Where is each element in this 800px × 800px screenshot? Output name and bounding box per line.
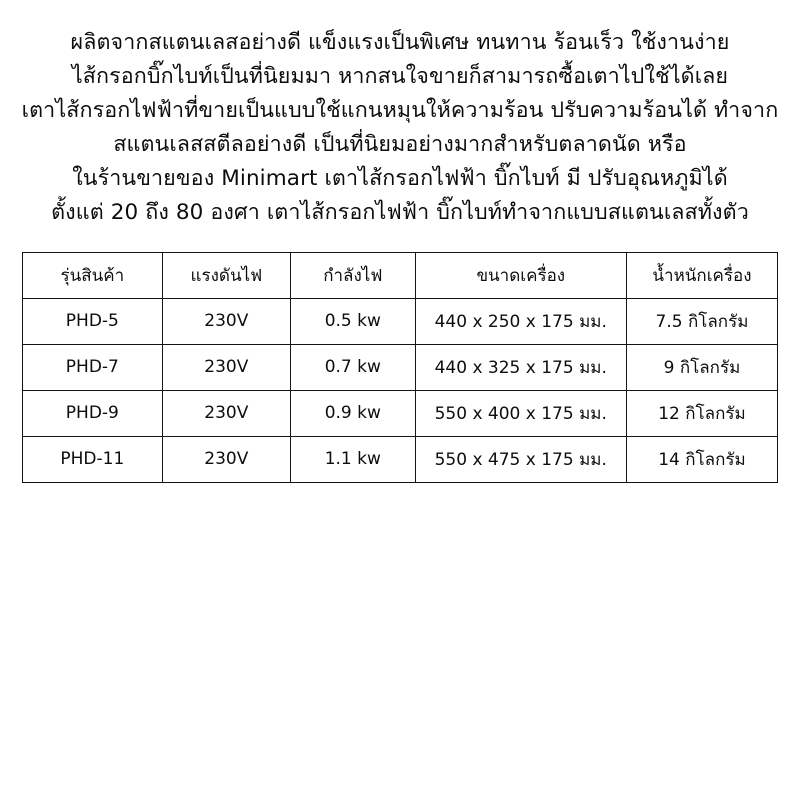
cell-model: PHD-9 xyxy=(23,390,163,436)
cell-size: 440 x 325 x 175 มม. xyxy=(415,344,626,390)
table-header xyxy=(23,252,778,298)
cell-model: PHD-7 xyxy=(23,344,163,390)
description-line: ในร้านขายของ Minimart เตาไส้กรอกไฟฟ้า บิ๊กไบท์ มี ปรับอุณหภูมิได้ xyxy=(72,165,728,191)
description-line: ผลิตจากสแตนเลสอย่างดี แข็งแรงเป็นพิเศษ ทนทาน ร้อนเร็ว ใช้งานง่าย xyxy=(70,30,730,55)
table-row xyxy=(23,344,778,390)
cell-size: 440 x 250 x 175 มม. xyxy=(415,298,626,344)
specification-table xyxy=(22,252,778,483)
table-header-row xyxy=(23,252,778,298)
cell-power: 0.9 kw xyxy=(291,390,416,436)
cell-weight: 7.5 กิโลกรัม xyxy=(626,298,777,344)
column-header-model: รุ่นสินค้า xyxy=(23,252,163,298)
description-line: ไส้กรอกบิ๊กไบท์เป็นที่นิยมมา หากสนใจขายก็สามารถซื้อเตาไปใช้ได้เลย xyxy=(71,63,729,89)
cell-power: 0.7 kw xyxy=(291,344,416,390)
table-row xyxy=(23,436,778,482)
table-row xyxy=(23,298,778,344)
cell-weight: 12 กิโลกรัม xyxy=(626,390,777,436)
cell-voltage: 230V xyxy=(162,344,290,390)
cell-size: 550 x 400 x 175 มม. xyxy=(415,390,626,436)
column-header-power: กำลังไฟ xyxy=(291,252,416,298)
cell-voltage: 230V xyxy=(162,298,290,344)
cell-power: 1.1 kw xyxy=(291,436,416,482)
cell-voltage: 230V xyxy=(162,436,290,482)
cell-model: PHD-11 xyxy=(23,436,163,482)
cell-voltage: 230V xyxy=(162,390,290,436)
column-header-size: ขนาดเครื่อง xyxy=(415,252,626,298)
column-header-voltage: แรงดันไฟ xyxy=(162,252,290,298)
cell-weight: 9 กิโลกรัม xyxy=(626,344,777,390)
description-line: เตาไส้กรอกไฟฟ้าที่ขายเป็นแบบใช้แกนหมุนให้ความร้อน ปรับความร้อนได้ ทำจาก xyxy=(21,97,779,123)
table-row xyxy=(23,390,778,436)
cell-size: 550 x 475 x 175 มม. xyxy=(415,436,626,482)
cell-power: 0.5 kw xyxy=(291,298,416,344)
description-line: ตั้งแต่ 20 ถึง 80 องศา เตาไส้กรอกไฟฟ้า บิ๊กไบท์ทำจากแบบสแตนเลสทั้งตัว xyxy=(51,199,749,225)
specification-table-container xyxy=(18,252,782,483)
cell-weight: 14 กิโลกรัม xyxy=(626,436,777,482)
column-header-weight: น้ำหนักเครื่อง xyxy=(626,252,777,298)
product-description-text xyxy=(18,26,782,230)
table-body xyxy=(23,298,778,482)
description-line: สแตนเลสสตีลอย่างดี เป็นที่นิยมอย่างมากสำหรับตลาดนัด หรือ xyxy=(113,131,687,157)
cell-model: PHD-5 xyxy=(23,298,163,344)
